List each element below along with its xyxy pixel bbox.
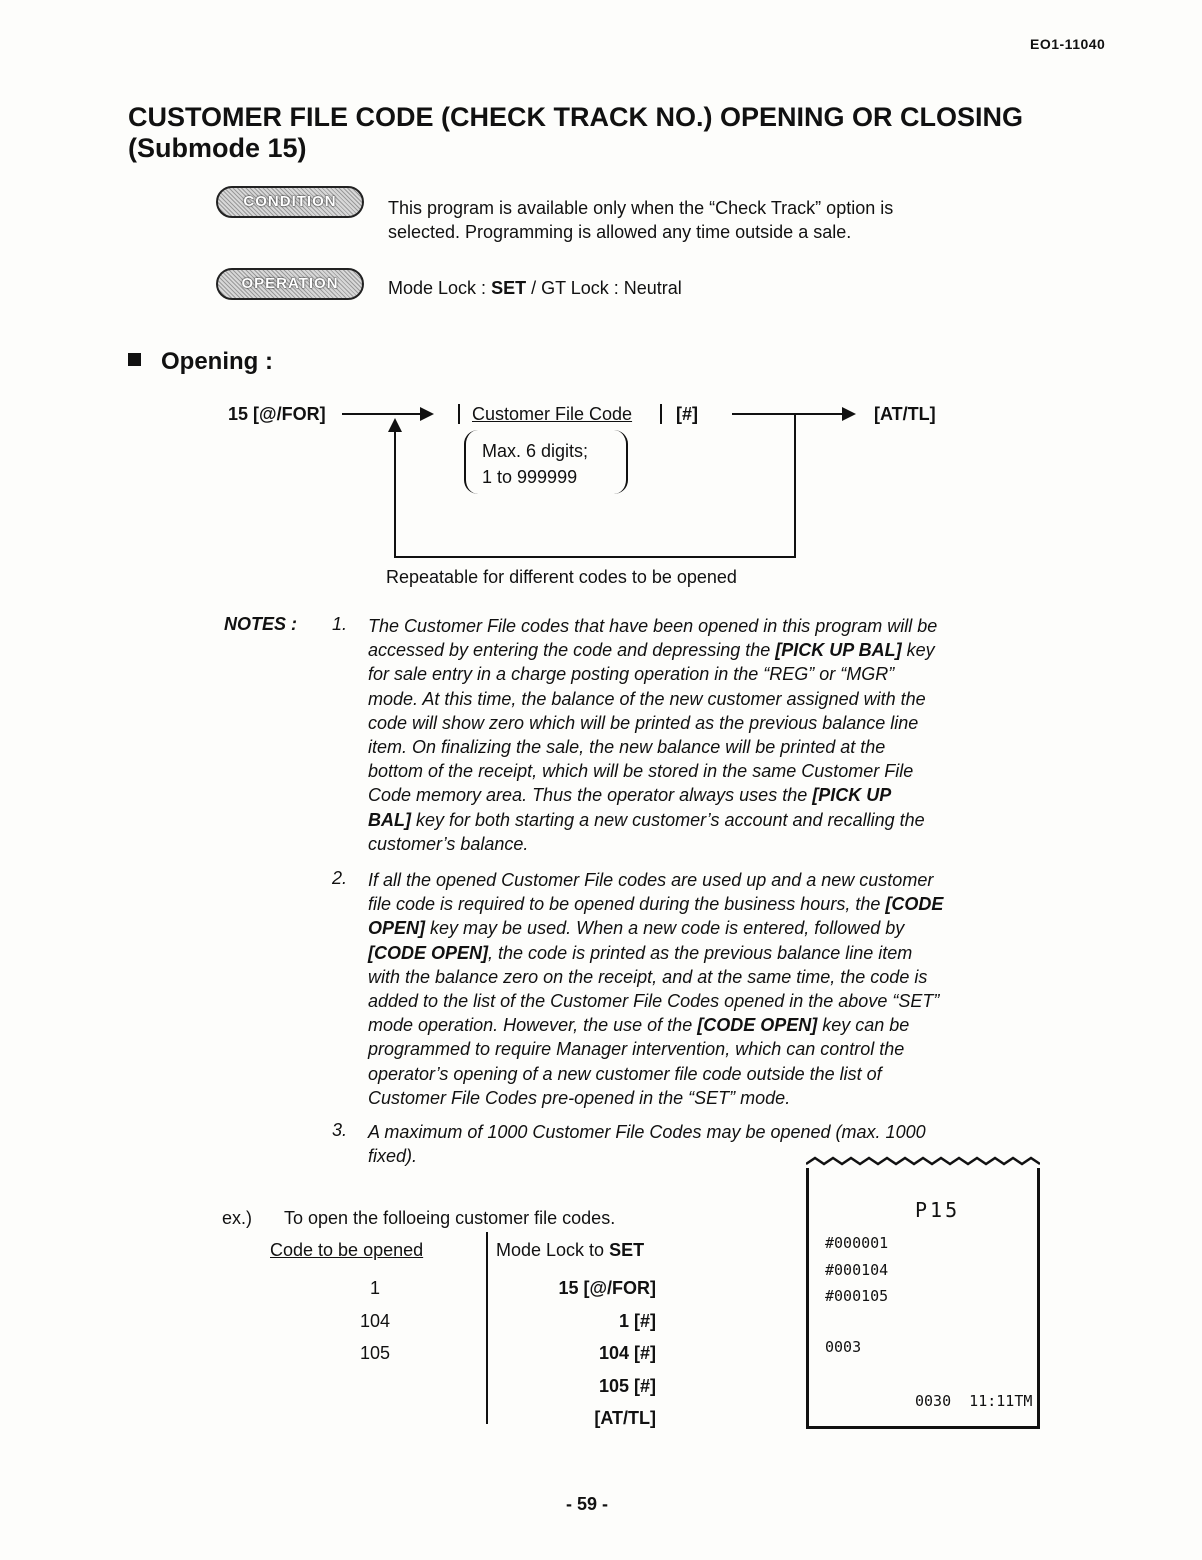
field-bar-right (660, 404, 662, 424)
example-code: 105 (359, 1343, 391, 1363)
condition-line-1: This program is available only when the “Check Track” option is (388, 198, 894, 218)
note-line: Customer File Codes pre-opened in the “SET” mode. (368, 1087, 791, 1108)
note-line: mode operation. However, the use of the [CODE OPEN] key can be (368, 1015, 910, 1036)
note-line: Code memory area. Thus the operator always uses the [PICK UP (368, 785, 892, 806)
field-bar-left (458, 404, 460, 424)
example-code: 104 (359, 1310, 391, 1331)
note-line: A maximum of 1000 Customer File Codes may be opened (max. 1000 (368, 1122, 926, 1142)
example-col1-header: Code to be opened (270, 1240, 424, 1260)
paren-right (606, 430, 628, 494)
receipt (806, 1168, 1040, 1429)
receipt-lines (825, 1230, 888, 1310)
note-line: bottom of the receipt, which will be stored in the same Customer File (368, 761, 914, 782)
operation-badge: OPERATION (216, 268, 364, 300)
note-2-text (368, 868, 943, 1110)
loop-line-left (394, 430, 396, 558)
example-intro: To open the folloeing customer file codes. (284, 1208, 616, 1228)
example-col2-header (496, 1240, 644, 1261)
example-col2-mode: SET (609, 1240, 645, 1260)
loop-line-right (794, 413, 796, 558)
note-line: for sale entry in a charge posting operation in the “REG” or “MGR” (368, 664, 895, 685)
opening-heading (128, 348, 273, 376)
receipt-count: 0003 (825, 1338, 862, 1356)
notes-label: NOTES : (224, 614, 298, 634)
flow-start-key: [@/FOR] (253, 404, 326, 424)
example-key: 104 [#] (598, 1343, 656, 1363)
example-codes (350, 1272, 400, 1370)
receipt-footer: 0030 11:11TM (915, 1392, 1033, 1410)
document-id: EO1-11040 (1030, 36, 1106, 52)
example-col2-prefix: Mode Lock to (496, 1240, 610, 1260)
note-line: mode. At this time, the balance of the new customer assigned with the (368, 688, 926, 709)
note-1-number: 1. (332, 614, 348, 634)
note-line: code will show zero which will be printed as the previous balance line (368, 712, 919, 733)
note-line: If all the opened Customer File codes are used up and a new customer (368, 870, 934, 890)
example-key: [AT/TL] (594, 1408, 656, 1428)
note-line: The Customer File codes that have been opened in this program will be (368, 616, 938, 636)
flow-hash-key: [#] (676, 404, 698, 424)
note-1-text (368, 614, 937, 856)
flow-note-line-2: 1 to 999999 (482, 467, 578, 487)
example-keys (500, 1272, 656, 1435)
note-line: item. On finalizing the sale, the new balance will be printed at the (368, 737, 886, 758)
operation-suffix: / GT Lock : Neutral (526, 278, 682, 298)
flow-start-number: 15 (228, 404, 254, 424)
example-code: 1 (369, 1278, 380, 1298)
example-key: 15 [@/FOR] (558, 1278, 656, 1298)
subtitle-line: (Submode 15) (128, 133, 307, 163)
title-line: CUSTOMER FILE CODE (CHECK TRACK NO.) OPENING OR CLOSING (128, 102, 1024, 132)
receipt-line: #000105 (825, 1287, 889, 1305)
receipt-line: #000104 (825, 1260, 889, 1279)
receipt-title: P15 (915, 1198, 961, 1222)
page-number: - 59 - (566, 1494, 609, 1514)
condition-line-2: selected. Programming is allowed any time outside a sale. (388, 222, 852, 242)
example-key: 1 [#] (618, 1310, 656, 1331)
note-line: added to the list of the Customer File Codes opened in the above “SET” (368, 991, 940, 1012)
operation-text (388, 276, 682, 300)
flow-arrow-line-2 (732, 413, 844, 415)
page-title (128, 102, 1088, 164)
note-3-number: 3. (332, 1120, 348, 1140)
operation-mode: SET (491, 278, 527, 298)
condition-text (388, 196, 893, 244)
note-line: OPEN] key may be used. When a new code is entered, followed by (368, 918, 905, 939)
example-label: ex.) (222, 1208, 253, 1228)
operation-prefix: Mode Lock : (388, 278, 492, 298)
note-line: operator’s opening of a new customer file code outside the list of (368, 1063, 882, 1084)
note-line: accessed by entering the code and depressing the [PICK UP BAL] key (368, 640, 935, 661)
loop-line-bottom (394, 556, 796, 558)
note-line: fixed). (368, 1146, 418, 1167)
note-line: with the balance zero on the receipt, and at the same time, the code is (368, 966, 928, 987)
bullet-square-icon (128, 353, 141, 366)
receipt-line: #000001 (825, 1234, 889, 1252)
example-divider (486, 1232, 488, 1424)
note-line: customer’s balance. (368, 833, 529, 854)
note-line: file code is required to be opened during the business hours, the [CODE (368, 894, 944, 915)
arrow-right-icon (842, 407, 856, 421)
note-line: programmed to require Manager intervention, which can control the (368, 1039, 905, 1060)
condition-badge: CONDITION (216, 186, 364, 218)
opening-heading-text: Opening : (161, 348, 273, 375)
arrow-right-icon (420, 407, 434, 421)
note-line: [CODE OPEN], the code is printed as the previous balance line item (368, 942, 913, 963)
note-line: BAL] key for both starting a new customer’s account and recalling the (368, 809, 925, 830)
example-key: 105 [#] (598, 1375, 656, 1396)
flow-field: Customer File Code (472, 404, 633, 424)
receipt-tear-edge (806, 1154, 1040, 1172)
flow-start (228, 404, 326, 425)
note-2-number: 2. (332, 868, 348, 888)
flow-note-line-1: Max. 6 digits; (482, 441, 589, 461)
flow-arrow-line (342, 413, 422, 415)
flow-field-note (482, 438, 588, 490)
arrow-up-icon (388, 418, 402, 432)
flow-repeat-caption: Repeatable for different codes to be opened (386, 567, 737, 587)
flow-end-key: [AT/TL] (874, 404, 936, 424)
